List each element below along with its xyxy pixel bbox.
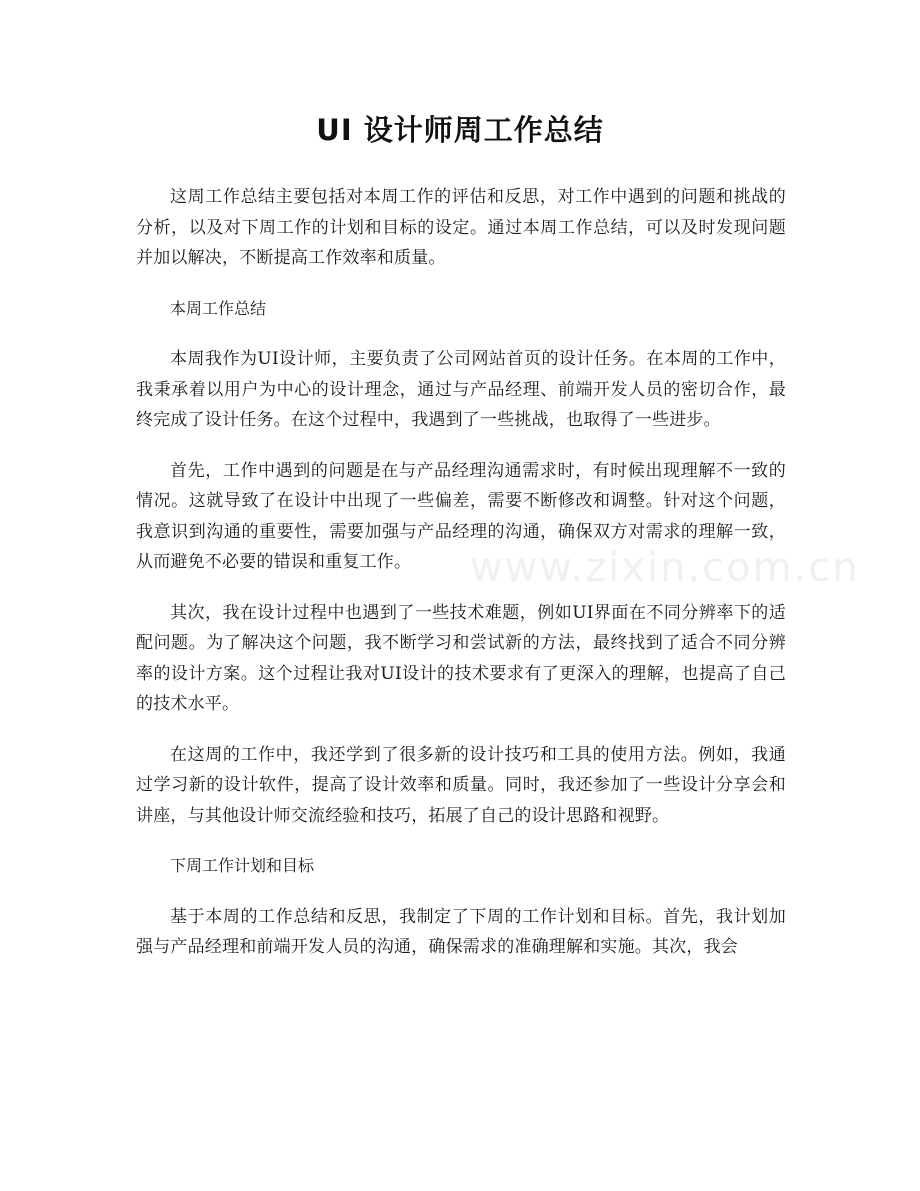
section-heading-next-week: 下周工作计划和目标 <box>170 856 315 875</box>
body-paragraph: 其次，我在设计过程中也遇到了一些技术难题，例如UI界面在不同分辨率下的适配问题。为了解决这个问题，我不断学习和尝试新的方法，最终找到了适合不同分辨率的设计方案。这个过程让我对UI设计的技术要求有了更深入的理解，也提高了自己的技术水平。 <box>136 602 786 714</box>
body-paragraph: 本周我作为UI设计师，主要负责了公司网站首页的设计任务。在本周的工作中，我秉承着以用户为中心的设计理念，通过与产品经理、前端开发人员的密切合作，最终完成了设计任务。在这个过程中，我遇到了一些挑战，也取得了一些进步。 <box>136 349 786 430</box>
intro-paragraph: 这周工作总结主要包括对本周工作的评估和反思，对工作中遇到的问题和挑战的分析，以及对下周工作的计划和目标的设定。通过本周工作总结，可以及时发现问题并加以解决，不断提高工作效率和质量。 <box>136 187 786 268</box>
body-paragraph: 在这周的工作中，我还学到了很多新的设计技巧和工具的使用方法。例如，我通过学习新的设计软件，提高了设计效率和质量。同时，我还参加了一些设计分享会和讲座，与其他设计师交流经验和技巧，拓展了自己的设计思路和视野。 <box>136 744 786 826</box>
document-title: UI 设计师周工作总结 <box>316 113 604 147</box>
document-body <box>136 182 786 983</box>
section-heading-this-week: 本周工作总结 <box>170 298 267 318</box>
watermark: www.zixin.com.cn <box>470 545 860 591</box>
body-paragraph: 首先，工作中遇到的问题是在与产品经理沟通需求时，有时候出现理解不一致的情况。这就导致了在设计中出现了一些偏差，需要不断修改和调整。针对这个问题，我意识到沟通的重要性，需要加强与产品经理的沟通，确保双方对需求的理解一致，从而避免不必要的错误和重复工作。 <box>136 460 786 572</box>
body-paragraph: 基于本周的工作总结和反思，我制定了下周的工作计划和目标。首先，我计划加强与产品经理和前端开发人员的沟通，确保需求的准确理解和实施。其次，我会 <box>136 906 786 957</box>
